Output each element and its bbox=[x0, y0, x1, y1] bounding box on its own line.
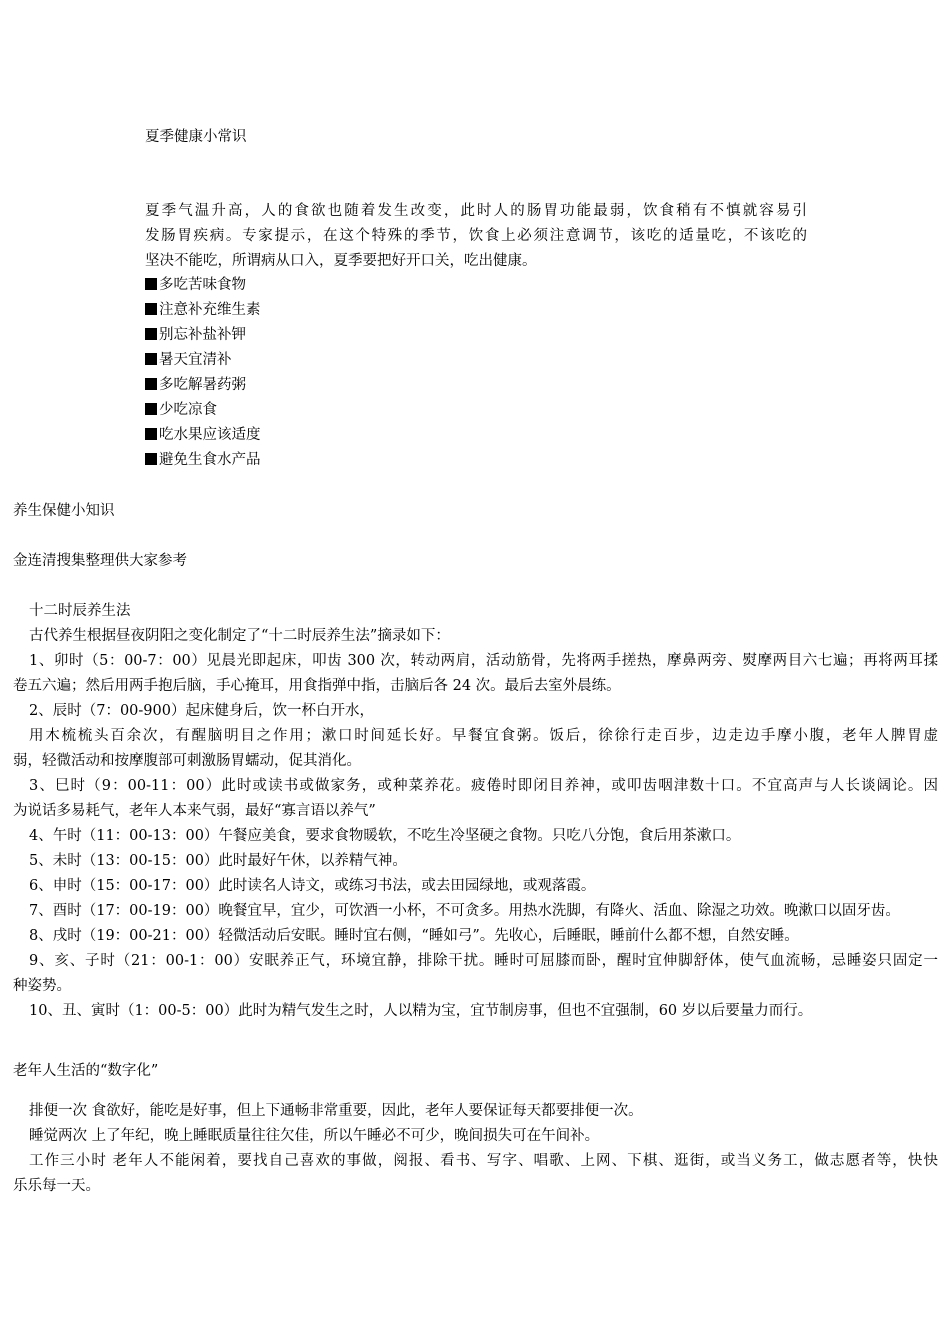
square-bullet-icon bbox=[145, 328, 157, 340]
article2-body bbox=[13, 599, 938, 1024]
body-line: 工作三小时 老年人不能闲着，要找自己喜欢的事做，阅报、看书、写字、唱歌、上网、下棋、逛街，或当义务工，做志愿者等，快快 bbox=[29, 1153, 938, 1169]
article1-intro-line-2: 发肠胃疾病。专家提示，在这个特殊的季节，饮食上必须注意调节，该吃的适量吃，不该吃的 bbox=[145, 228, 807, 244]
list-item: 吃水果应该适度 bbox=[145, 423, 261, 448]
body-line: 古代养生根据昼夜阴阳之变化制定了“十二时辰养生法”摘录如下： bbox=[29, 628, 450, 644]
square-bullet-icon bbox=[145, 428, 157, 440]
article1-bullet-list bbox=[145, 273, 261, 473]
body-line: 5、未时（13：00-15：00）此时最好午休，以养精气神。 bbox=[29, 853, 407, 869]
list-item: 避免生食水产品 bbox=[145, 448, 261, 473]
list-item: 多吃苦味食物 bbox=[145, 273, 261, 298]
square-bullet-icon bbox=[145, 353, 157, 365]
list-item: 注意补充维生素 bbox=[145, 298, 261, 323]
article1-title: 夏季健康小常识 bbox=[145, 129, 247, 145]
list-item: 别忘补盐补钾 bbox=[145, 323, 261, 348]
body-line: 排便一次 食欲好，能吃是好事，但上下通畅非常重要，因此，老年人要保证每天都要排便一次。 bbox=[29, 1103, 643, 1119]
body-line: 6、申时（15：00-17：00）此时读名人诗文，或练习书法，或去田园绿地，或观落霞。 bbox=[29, 878, 596, 894]
body-line: 9、亥、子时（21：00-1：00）安眠养正气，环境宜静，排除干扰。睡时可屈膝而卧，醒时宜伸脚舒体，使气血流畅，忌睡姿只固定一 bbox=[29, 953, 938, 969]
body-line: 4、午时（11：00-13：00）午餐应美食，要求食物暖软，不吃生冷坚硬之食物。只吃八分饱，食后用茶漱口。 bbox=[29, 828, 741, 844]
body-line: 2、辰时（7：00-900）起床健身后，饮一杯白开水， bbox=[29, 703, 374, 719]
body-line: 8、戌时（19：00-21：00）轻微活动后安眠。睡时宜右侧，“睡如弓”。先收心，后睡眠，睡前什么都不想，自然安睡。 bbox=[29, 928, 799, 944]
article3-title: 老年人生活的“数字化” bbox=[13, 1063, 159, 1079]
body-line: 乐乐每一天。 bbox=[13, 1178, 100, 1194]
square-bullet-icon bbox=[145, 378, 157, 390]
list-item: 少吃凉食 bbox=[145, 398, 261, 423]
article2-title: 养生保健小知识 bbox=[13, 503, 115, 519]
body-line: 3、巳时（9：00-11：00）此时或读书或做家务，或种菜养花。疲倦时即闭目养神，或叩齿咽津数十口。不宜高声与人长谈阔论。因 bbox=[29, 778, 938, 794]
article2-credit: 金连清搜集整理供大家参考 bbox=[13, 553, 187, 569]
body-line: 卷五六遍；然后用两手抱后脑，手心掩耳，用食指弹中指，击脑后各 24 次。最后去室外晨练。 bbox=[13, 678, 621, 694]
article1-intro-line-3: 坚决不能吃，所谓病从口入，夏季要把好开口关，吃出健康。 bbox=[145, 253, 537, 269]
square-bullet-icon bbox=[145, 403, 157, 415]
body-line: 为说话多易耗气，老年人本来气弱，最好“寡言语以养气” bbox=[13, 803, 376, 819]
body-line: 1、卯时（5：00-7：00）见晨光即起床，叩齿 300 次，转动两肩，活动筋骨，先将两手搓热，摩鼻两旁、熨摩两目六七遍；再将两耳揉 bbox=[29, 653, 938, 669]
square-bullet-icon bbox=[145, 278, 157, 290]
square-bullet-icon bbox=[145, 303, 157, 315]
square-bullet-icon bbox=[145, 453, 157, 465]
article1-intro-line-1: 夏季气温升高，人的食欲也随着发生改变，此时人的肠胃功能最弱，饮食稍有不慎就容易引 bbox=[145, 203, 807, 219]
body-line: 睡觉两次 上了年纪，晚上睡眠质量往往欠佳，所以午睡必不可少，晚间损失可在午间补。 bbox=[29, 1128, 600, 1144]
body-line: 弱，轻微活动和按摩腹部可刺激肠胃蠕动，促其消化。 bbox=[13, 753, 361, 769]
list-item: 多吃解暑药粥 bbox=[145, 373, 261, 398]
body-line: 种姿势。 bbox=[13, 978, 71, 994]
list-item: 暑天宜清补 bbox=[145, 348, 261, 373]
body-line: 10、丑、寅时（1：00-5：00）此时为精气发生之时，人以精为宝，宜节制房事，但也不宜强制，60 岁以后要量力而行。 bbox=[29, 1003, 813, 1019]
body-line: 用木梳梳头百余次，有醒脑明目之作用；漱口时间延长好。早餐宜食粥。饭后，徐徐行走百步，边走边手摩小腹，老年人脾胃虚 bbox=[29, 728, 938, 744]
article3-body bbox=[13, 1099, 938, 1199]
section-title: 十二时辰养生法 bbox=[29, 603, 131, 619]
body-line: 7、酉时（17：00-19：00）晚餐宜早，宜少，可饮酒一小杯，不可贪多。用热水洗脚，有降火、活血、除湿之功效。晚漱口以固牙齿。 bbox=[29, 903, 900, 919]
